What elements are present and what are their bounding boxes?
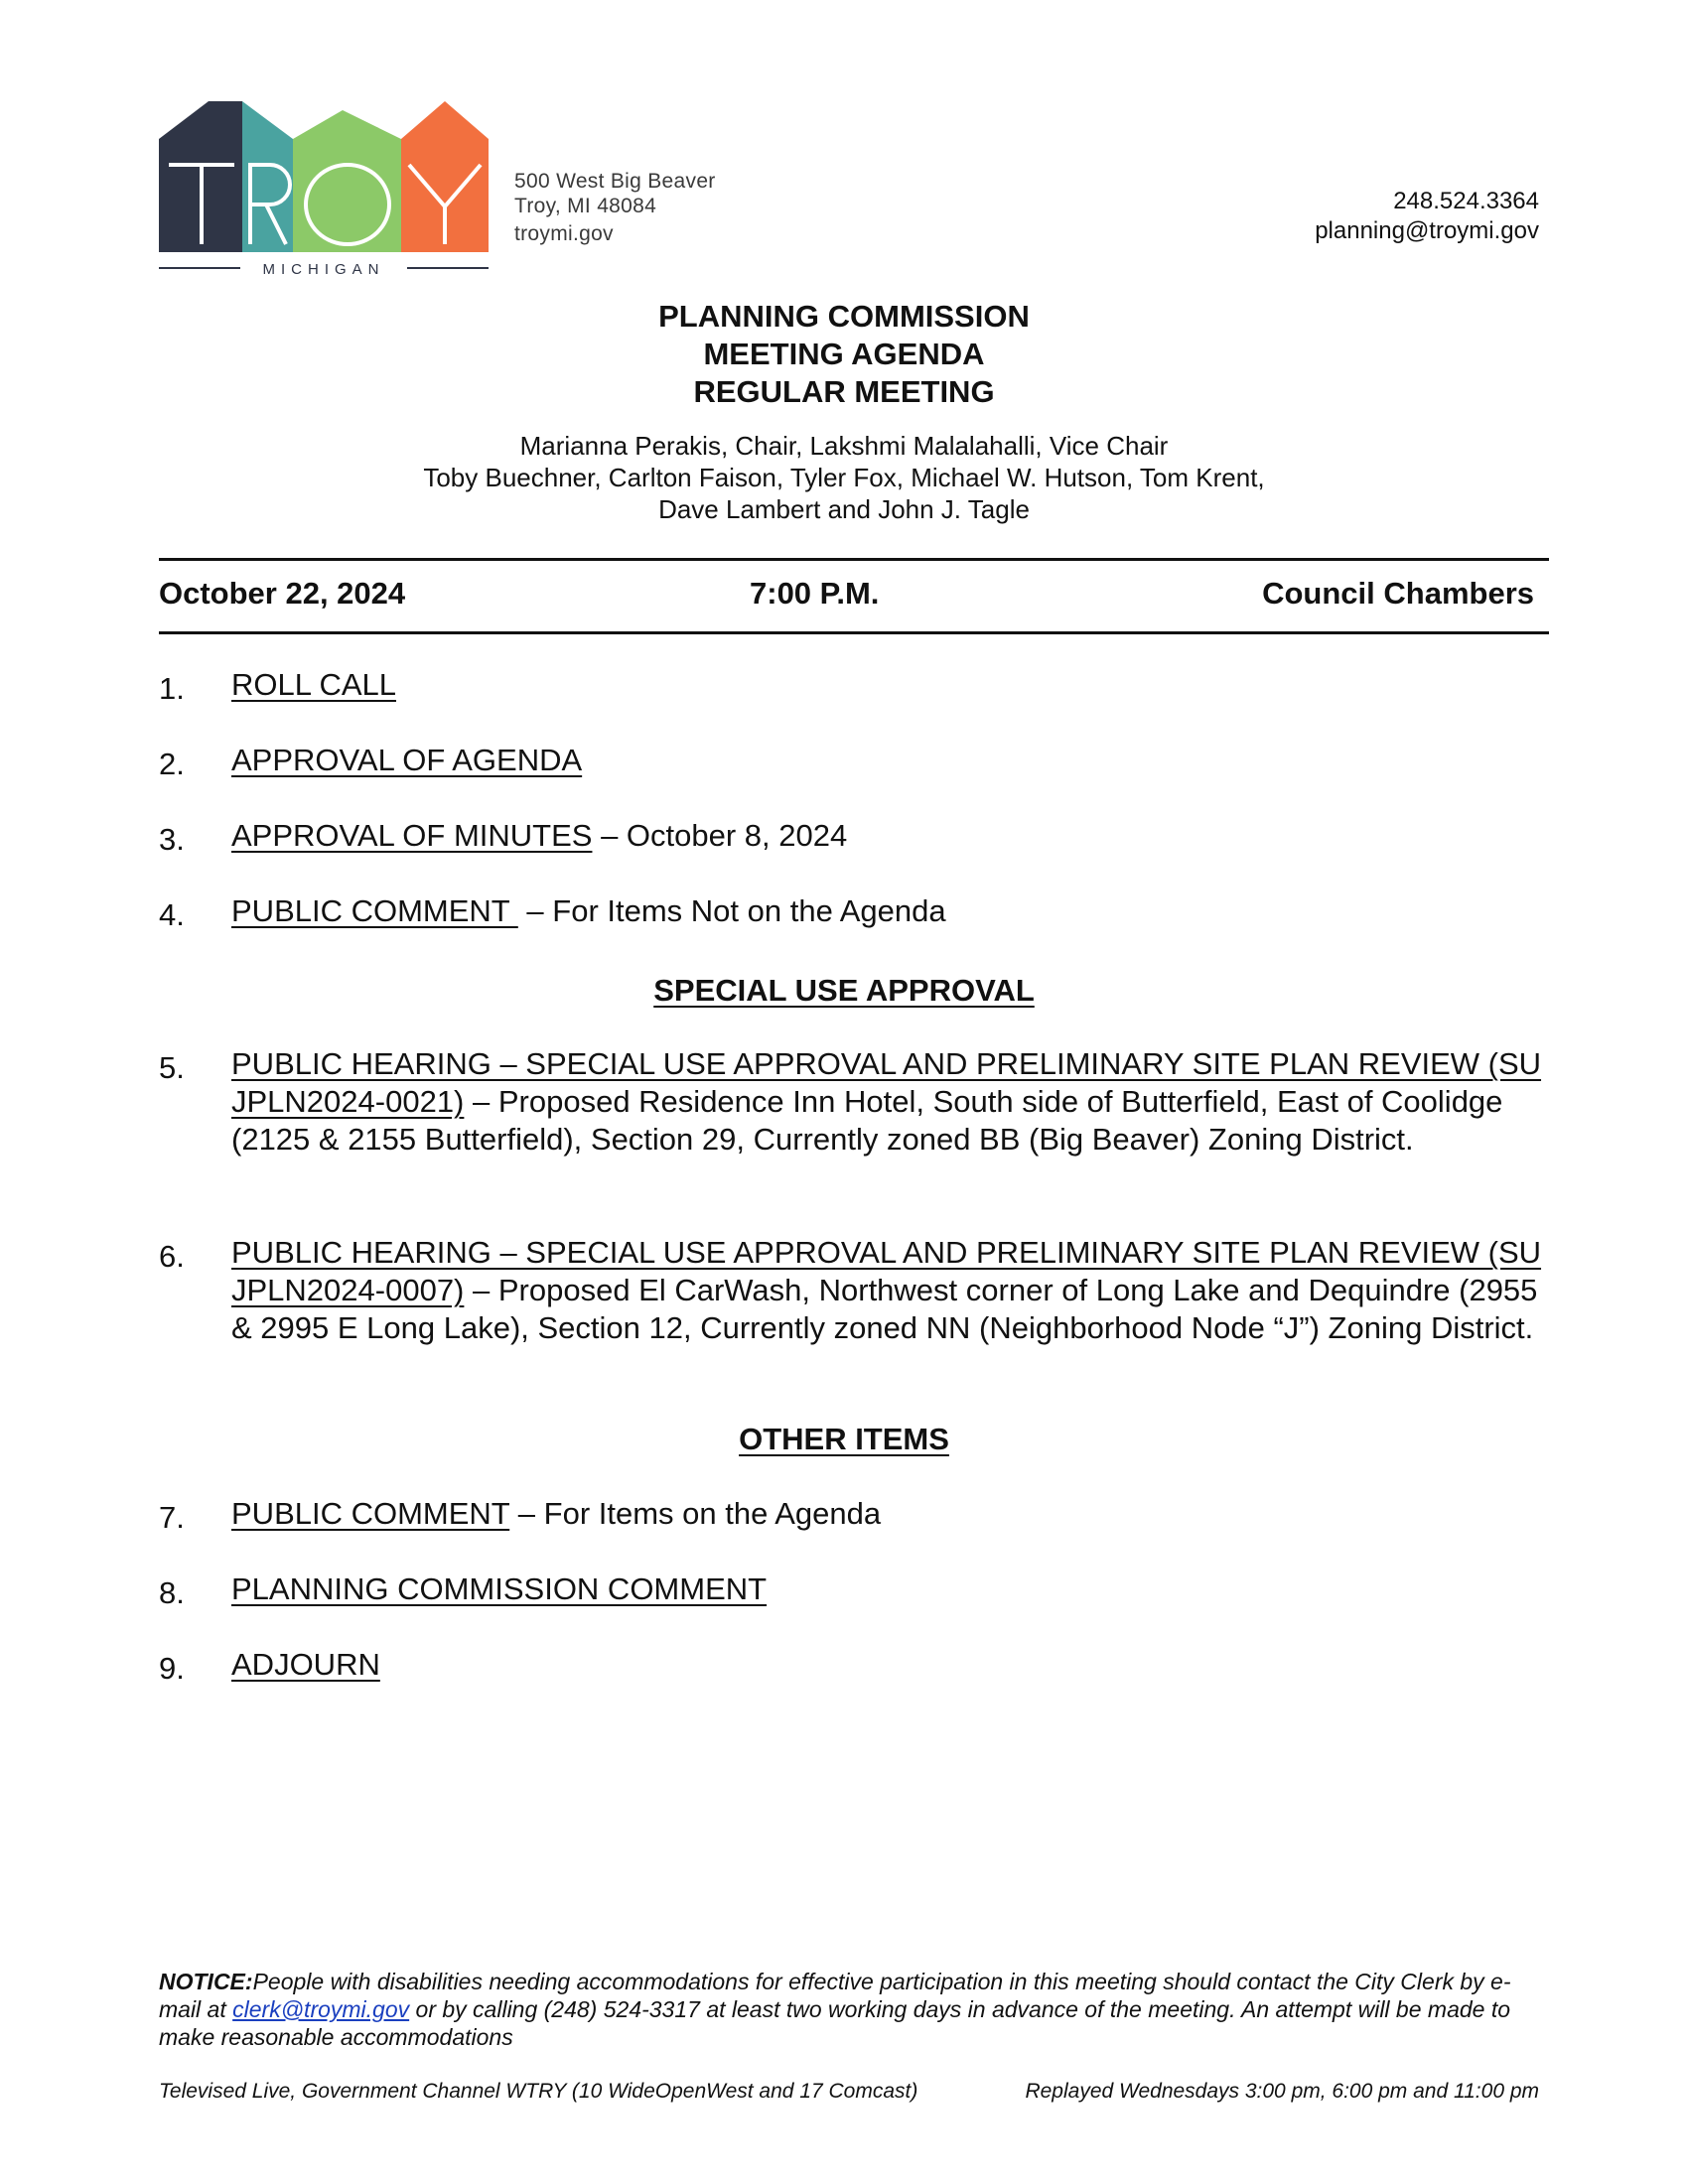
item-detail: – For Items Not on the Agenda (517, 893, 946, 928)
agenda-item-approval-of-minutes (231, 817, 1552, 855)
section-heading-text: OTHER ITEMS (739, 1422, 949, 1456)
section-heading-text: SPECIAL USE APPROVAL (653, 973, 1035, 1008)
item-heading: PUBLIC COMMENT (231, 893, 518, 928)
agenda-item-public-hearing-el-carwash (231, 1234, 1552, 1347)
footer-replayed: Replayed Wednesdays 3:00 pm, 6:00 pm and 11:00 pm (1025, 2080, 1539, 2103)
agenda-item-public-comment-not-on-agenda (231, 892, 1552, 930)
item-number: 6. (159, 1239, 185, 1274)
agenda-item-roll-call (231, 666, 1552, 704)
meeting-time: 7:00 P.M. (750, 576, 880, 611)
item-detail: – For Items on the Agenda (509, 1496, 882, 1531)
address-line-street: 500 West Big Beaver (514, 170, 716, 193)
item-number: 7. (159, 1500, 185, 1535)
agenda-item-public-hearing-residence-inn (231, 1045, 1552, 1159)
notice-text-1: People with disabilities needing accommodations for effective participation in this meeting should contact the City Clerk by e-mail at (159, 1969, 1511, 2022)
title-line-1: PLANNING COMMISSION (658, 299, 1030, 334)
members-line-3: Dave Lambert and John J. Tagle (658, 494, 1030, 524)
agenda-item-adjourn (231, 1646, 1552, 1684)
item-number: 3. (159, 822, 185, 857)
section-heading-other-items (0, 1422, 1688, 1457)
section-heading-special-use (0, 973, 1688, 1009)
item-number: 4. (159, 897, 185, 932)
divider-bottom (159, 631, 1549, 634)
item-heading: PUBLIC COMMENT (231, 1496, 510, 1531)
item-number: 5. (159, 1050, 185, 1085)
title-line-3: REGULAR MEETING (693, 374, 995, 409)
item-heading: APPROVAL OF MINUTES (231, 818, 593, 853)
item-number: 1. (159, 671, 185, 706)
item-heading: ADJOURN (231, 1647, 380, 1682)
troy-michigan-logo (159, 95, 489, 276)
item-heading: PUBLIC HEARING – SPECIAL USE APPROVAL AND PRELIMINARY SITE PLAN REVIEW (SU JPLN2024-0021) (231, 1046, 1542, 1119)
divider-top (159, 558, 1549, 561)
accessibility-notice (159, 1968, 1549, 2051)
contact-email[interactable]: planning@troymi.gov (1315, 217, 1539, 244)
logo-block-o (293, 110, 401, 252)
contact-phone: 248.524.3364 (1393, 188, 1539, 214)
notice-text-2: or by calling (248) 524-3317 at least two working days in advance of the meeting. An attempt will be made to make reasonable accommodations (159, 1996, 1511, 2050)
address-line-website: troymi.gov (514, 222, 614, 245)
address-line-city: Troy, MI 48084 (514, 195, 657, 217)
item-detail: – Proposed Residence Inn Hotel, South side of Butterfield, East of Coolidge (2125 & 2155 Butterfield), Section 29, Currently zoned BB (Big Beaver) Zoning District. (231, 1084, 1503, 1157)
logo-subtext: MICHIGAN (262, 261, 385, 276)
footer-televised: Televised Live, Government Channel WTRY (10 WideOpenWest and 17 Comcast) (159, 2080, 918, 2103)
meeting-location: Council Chambers (1262, 576, 1534, 611)
item-heading: PLANNING COMMISSION COMMENT (231, 1571, 768, 1606)
item-heading: PUBLIC HEARING – SPECIAL USE APPROVAL AND PRELIMINARY SITE PLAN REVIEW (SU JPLN2024-0007) (231, 1235, 1542, 1307)
meeting-date: October 22, 2024 (159, 576, 406, 611)
members-line-2: Toby Buechner, Carlton Faison, Tyler Fox, Michael W. Hutson, Tom Krent, (423, 463, 1265, 492)
item-heading: APPROVAL OF AGENDA (231, 743, 583, 777)
title-line-2: MEETING AGENDA (703, 337, 985, 371)
agenda-item-planning-commission-comment (231, 1570, 1552, 1608)
agenda-item-public-comment-on-agenda (231, 1495, 1552, 1533)
item-number: 2. (159, 747, 185, 781)
item-detail: – Proposed El CarWash, Northwest corner of Long Lake and Dequindre (2955 & 2995 E Long Lake), Section 12, Currently zoned NN (Neighborhood Node “J”) Zoning District. (231, 1273, 1538, 1345)
clerk-email-link[interactable]: clerk@troymi.gov (232, 1996, 410, 2022)
notice-label: NOTICE: (159, 1969, 253, 1994)
item-number: 8. (159, 1575, 185, 1610)
agenda-item-approval-of-agenda (231, 742, 1552, 779)
members-line-1: Marianna Perakis, Chair, Lakshmi Malalahalli, Vice Chair (519, 431, 1169, 461)
item-detail: – October 8, 2024 (592, 818, 848, 853)
item-number: 9. (159, 1651, 185, 1686)
item-heading: ROLL CALL (231, 667, 396, 702)
